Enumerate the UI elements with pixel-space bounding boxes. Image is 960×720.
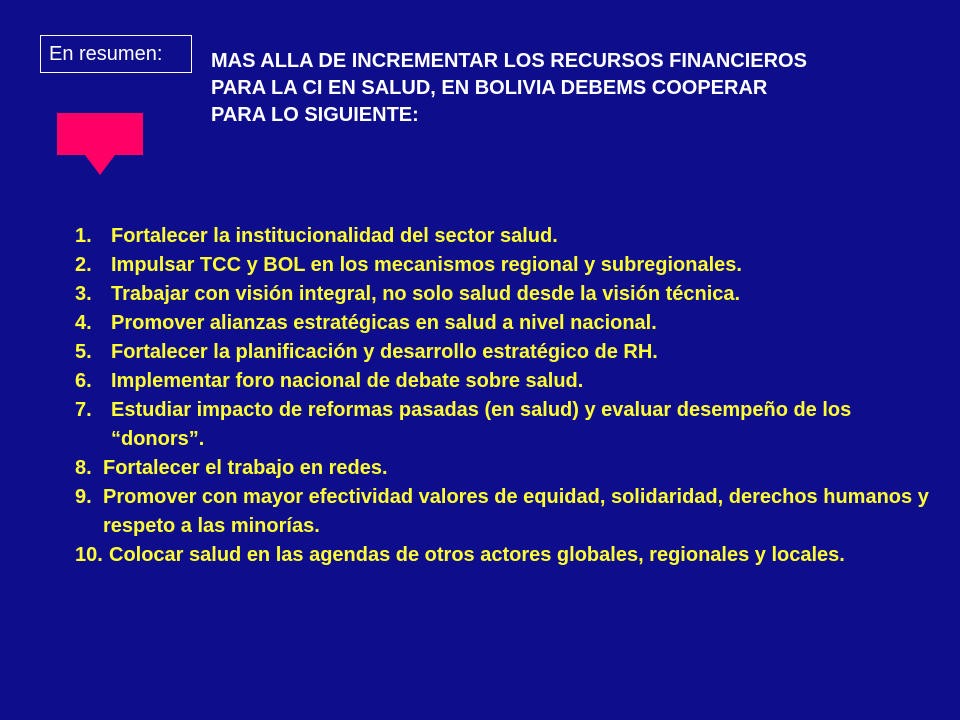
list-item-number: 4. bbox=[75, 312, 92, 334]
list-item-number: 5. bbox=[75, 341, 92, 363]
list-item bbox=[75, 338, 945, 367]
list-item-number: 1. bbox=[75, 225, 92, 247]
list-item bbox=[75, 483, 945, 541]
list-item-text: Implementar foro nacional de debate sobre salud. bbox=[111, 370, 584, 392]
list-item-text: Promover con mayor efectividad valores de equidad, solidaridad, derechos humanos y respeto a las minorías. bbox=[103, 486, 929, 537]
list-item-number: 10. bbox=[75, 544, 103, 566]
list-item-text: Fortalecer la institucionalidad del sector salud. bbox=[111, 225, 558, 247]
list-item-text: Fortalecer el trabajo en redes. bbox=[103, 457, 388, 479]
list-item-number: 8. bbox=[75, 457, 92, 479]
summary-label-box bbox=[40, 35, 192, 73]
slide-heading: MAS ALLA DE INCREMENTAR LOS RECURSOS FINANCIEROS PARA LA CI EN SALUD, EN BOLIVIA DEBEMS COOPERAR PARA LO SIGUIENTE: bbox=[211, 50, 807, 126]
list-item bbox=[75, 541, 945, 570]
down-arrow-icon bbox=[55, 113, 145, 177]
list-item-number: 9. bbox=[75, 486, 92, 508]
list-item bbox=[75, 396, 945, 454]
list-item-number: 2. bbox=[75, 254, 92, 276]
list-item bbox=[75, 222, 945, 251]
summary-label: En resumen: bbox=[49, 43, 163, 65]
list-item-number: 6. bbox=[75, 370, 92, 392]
list-item bbox=[75, 280, 945, 309]
list-item bbox=[75, 454, 945, 483]
list-item-text: Promover alianzas estratégicas en salud a nivel nacional. bbox=[111, 312, 657, 334]
list-item-text: Trabajar con visión integral, no solo salud desde la visión técnica. bbox=[111, 283, 741, 305]
list-item-text: Estudiar impacto de reformas pasadas (en salud) y evaluar desempeño de los “donors”. bbox=[111, 399, 852, 450]
recommendation-list bbox=[75, 222, 945, 570]
list-item bbox=[75, 251, 945, 280]
list-item-text: Colocar salud en las agendas de otros actores globales, regionales y locales. bbox=[109, 544, 845, 566]
list-item bbox=[75, 367, 945, 396]
list-item bbox=[75, 309, 945, 338]
list-item-number: 3. bbox=[75, 283, 92, 305]
list-item-number: 7. bbox=[75, 399, 92, 421]
list-item-text: Impulsar TCC y BOL en los mecanismos regional y subregionales. bbox=[111, 254, 742, 276]
list-item-text: Fortalecer la planificación y desarrollo estratégico de RH. bbox=[111, 341, 658, 363]
